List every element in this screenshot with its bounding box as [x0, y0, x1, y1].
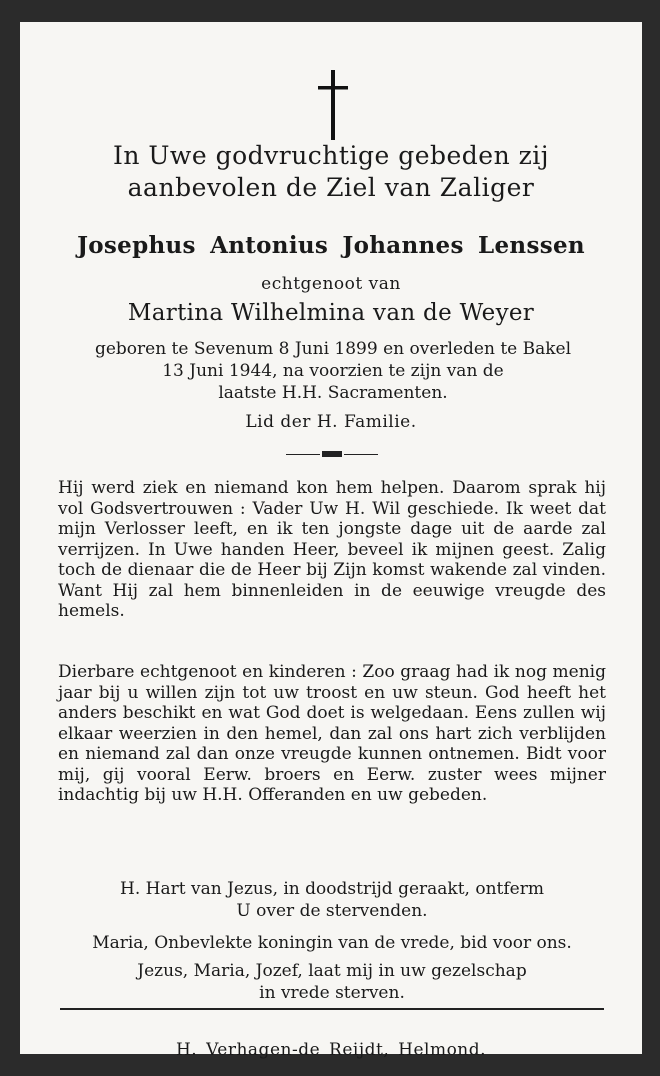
birth-line-2: 13 Juni 1944, na voorzien te zijn van de [162, 361, 504, 381]
intro-text [20, 140, 642, 204]
prayer-1-line-2: U over de stervenden. [236, 901, 428, 921]
prayer-3-line-1: Jezus, Maria, Jozef, laat mij in uw gezelschap [137, 961, 527, 981]
paragraph-2: Dierbare echtgenoot en kinderen : Zoo graag had ik nog menig jaar bij u willen zijn tot uw troost en uw steun. God heeft het anders beschikt en wat God doet is welgedaan. Eens zullen wij elkaar weerzien in den hemel, dan zal ons hart zich verblijden en niemand zal dan onze vreugde kunnen ontnemen. Bidt voor mij, gij vooral Eerw. broers en Eerw. zuster wees mijner indachtig bij uw H.H. Offeranden en uw gebeden. [58, 662, 606, 805]
birth-line-1: geboren te Sevenum 8 Juni 1899 en overleden te Bakel [94, 339, 572, 359]
cross-icon [318, 70, 348, 140]
intro-line-1: In Uwe godvruchtige gebeden zij [112, 141, 550, 170]
membership: Lid der H. Familie. [245, 412, 417, 432]
ornament-divider [286, 450, 378, 460]
prayer-3 [58, 960, 606, 1004]
prayer-2: Maria, Onbevlekte koningin van de vrede, bid voor ons. [92, 933, 572, 953]
memorial-card [20, 22, 642, 1060]
deceased-name: Josephus Antonius Johannes Lenssen [77, 232, 585, 259]
intro-line-2: aanbevolen de Ziel van Zaliger [127, 173, 535, 202]
birth-line-3: laatste H.H. Sacramenten. [218, 383, 448, 403]
paragraph-1: Hij werd ziek en niemand kon hem helpen. Daarom sprak hij vol Godsvertrouwen : Vader Uw H. Wil geschiede. Ik weet dat mijn Verlosser leeft, en ik ten jongste dage uit de aarde zal verrijzen. In Uwe handen Heer, beveel ik mijnen geest. Zalig toch de dienaar die de Heer bij Zijn komst wakende zal vinden. Want Hij zal hem binnenleiden in de eeuwige vreugde des hemels. [58, 478, 606, 621]
prayer-3-line-2: in vrede sterven. [259, 983, 405, 1003]
divider-rule [60, 1008, 604, 1010]
spouse-name: Martina Wilhelmina van de Weyer [127, 300, 535, 326]
birth-death-info [50, 338, 616, 404]
printer-credit: H. Verhagen-de Reijdt, Helmond. [175, 1040, 487, 1060]
prayer-1 [58, 878, 606, 922]
prayer-1-line-1: H. Hart van Jezus, in doodstrijd geraakt, ontferm [120, 879, 544, 899]
spouse-label: echtgenoot van [261, 274, 401, 294]
